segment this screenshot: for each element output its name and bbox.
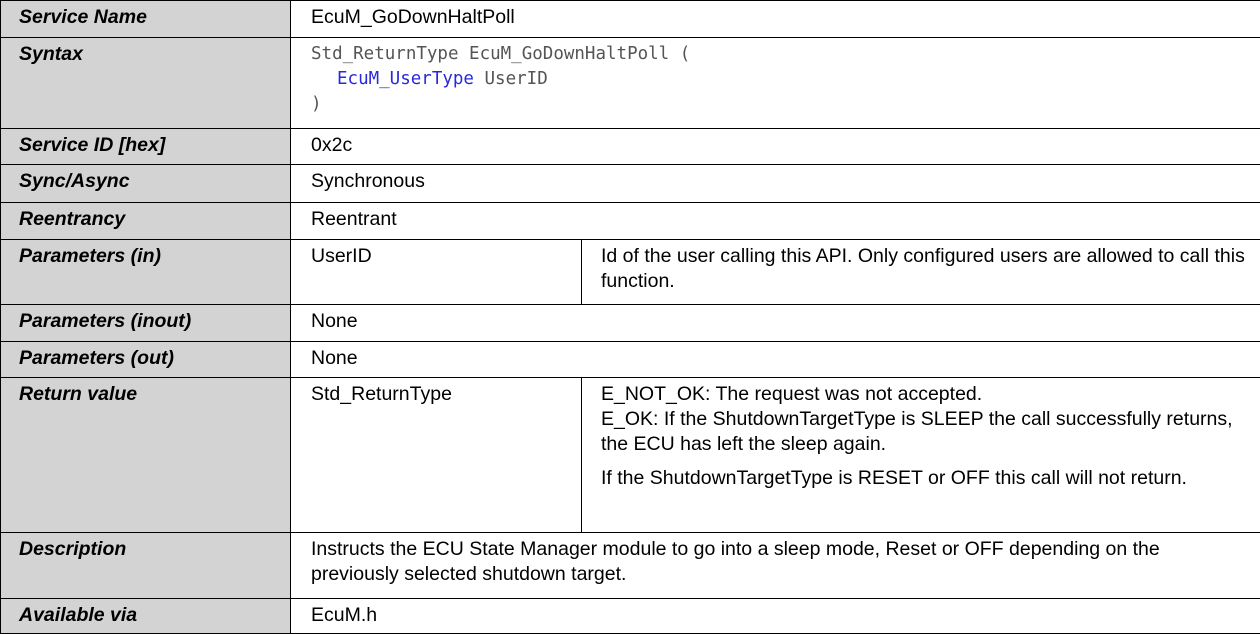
service-name-label: Service Name bbox=[1, 1, 291, 38]
return-value-label: Return value bbox=[1, 377, 291, 532]
service-id-label: Service ID [hex] bbox=[1, 128, 291, 164]
reentrancy-value: Reentrant bbox=[291, 202, 1260, 239]
parameters-out-label: Parameters (out) bbox=[1, 341, 291, 377]
parameters-in-description: Id of the user calling this API. Only configured users are allowed to call this function. bbox=[582, 239, 1260, 305]
return-value-description bbox=[582, 377, 1260, 532]
parameters-inout-label: Parameters (inout) bbox=[1, 305, 291, 341]
syntax-label: Syntax bbox=[1, 38, 291, 129]
row-description bbox=[1, 533, 1260, 599]
param-name: UserID bbox=[484, 69, 548, 90]
available-via-label: Available via bbox=[1, 598, 291, 633]
return-value-not-ok: E_NOT_OK: The request was not accepted. bbox=[601, 382, 983, 405]
row-reentrancy bbox=[1, 202, 1260, 239]
parameters-out-value: None bbox=[291, 341, 1260, 377]
row-sync-async bbox=[1, 165, 1260, 202]
description-label: Description bbox=[1, 533, 291, 599]
return-value-ok: E_OK: If the ShutdownTargetType is SLEEP the call successfully returns, the ECU has left the sleep again. bbox=[601, 407, 1233, 455]
row-parameters-out bbox=[1, 341, 1260, 377]
param-type-link[interactable]: EcuM_UserType bbox=[337, 69, 474, 90]
parameters-in-name: UserID bbox=[291, 239, 582, 305]
service-id-value: 0x2c bbox=[291, 128, 1260, 164]
sync-async-label: Sync/Async bbox=[1, 165, 291, 202]
parameters-in-label: Parameters (in) bbox=[1, 239, 291, 305]
row-syntax bbox=[1, 38, 1260, 129]
sync-async-value: Synchronous bbox=[291, 165, 1260, 202]
reentrancy-label: Reentrancy bbox=[1, 202, 291, 239]
service-name-value: EcuM_GoDownHaltPoll bbox=[291, 1, 1260, 38]
syntax-line-signature: Std_ReturnType EcuM_GoDownHaltPoll ( bbox=[311, 44, 691, 65]
row-parameters-in bbox=[1, 239, 1260, 305]
row-return-value bbox=[1, 377, 1260, 532]
row-parameters-inout bbox=[1, 305, 1260, 341]
parameters-inout-value: None bbox=[291, 305, 1260, 341]
return-value-reset-off: If the ShutdownTargetType is RESET or OFF this call will not return. bbox=[601, 466, 1187, 489]
syntax-code bbox=[291, 38, 1260, 129]
description-value: Instructs the ECU State Manager module to go into a sleep mode, Reset or OFF depending on the previously selected shutdown target. bbox=[291, 533, 1260, 599]
row-service-id bbox=[1, 128, 1260, 164]
syntax-line-close: ) bbox=[311, 94, 322, 115]
return-value-type: Std_ReturnType bbox=[291, 377, 582, 532]
available-via-value: EcuM.h bbox=[291, 598, 1260, 633]
row-service-name bbox=[1, 1, 1260, 38]
syntax-line-param bbox=[311, 67, 1250, 92]
row-available-via bbox=[1, 598, 1260, 633]
